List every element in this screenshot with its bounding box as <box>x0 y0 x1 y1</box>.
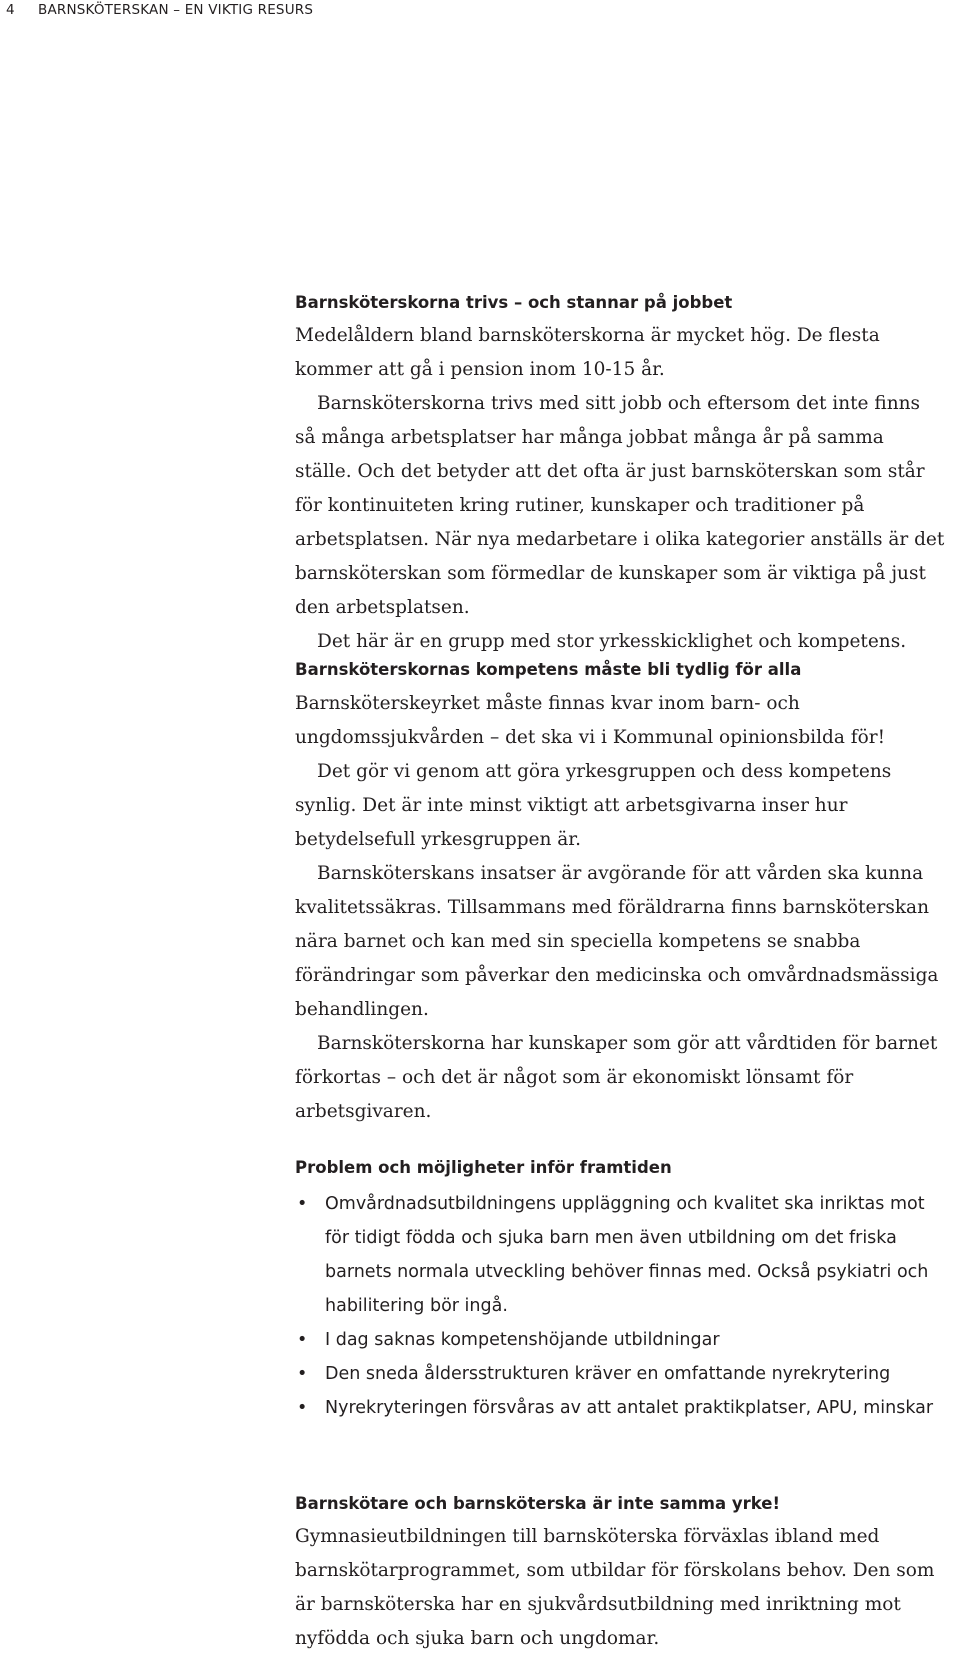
section-body <box>295 687 945 1129</box>
bullet-icon: • <box>297 1330 308 1350</box>
running-header <box>6 0 313 20</box>
paragraph: Gymnasieutbildningen till barnsköterska förväxlas ibland med barnskötarprogrammet, som utbildar för förskolans behov. Den som är barnsköterska har en sjukvårdsutbildning med inriktning mot nyfödda och sjuka barn och ungdomar. <box>295 1526 935 1649</box>
section-problem <box>295 1155 945 1425</box>
list-item <box>295 1391 945 1425</box>
list-item-text: Omvårdnadsutbildningens uppläggning och kvalitet ska inriktas mot för tidigt födda och sjuka barn men även utbildning om det friska barnets normala utveckling behöver finnas med. Också psykiatri och habilitering bör ingå. <box>325 1194 929 1316</box>
page-number: 4 <box>6 2 15 18</box>
paragraph: Det här är en grupp med stor yrkesskicklighet och kompetens. <box>317 631 907 652</box>
section-heading: Barnsköterskornas kompetens måste bli tydlig för alla <box>295 660 802 679</box>
bullet-icon: • <box>297 1194 308 1214</box>
running-title: BARNSKÖTERSKAN – EN VIKTIG RESURS <box>38 2 314 18</box>
list-item <box>295 1187 945 1323</box>
section-kompetens <box>295 657 945 1129</box>
bullet-list <box>295 1187 945 1425</box>
paragraph: Medelåldern bland barnsköterskorna är mycket hög. De flesta kommer att gå i pension inom 10-15 år. <box>295 325 880 380</box>
bullet-icon: • <box>297 1398 308 1418</box>
paragraph: Barnsköterskeyrket måste finnas kvar inom barn- och ungdomssjukvården – det ska vi i Kommunal opinionsbilda för! <box>295 693 886 748</box>
list-item <box>295 1357 945 1391</box>
list-item <box>295 1323 945 1357</box>
paragraph: Det gör vi genom att göra yrkesgruppen och dess kompetens synlig. Det är inte minst viktigt att arbetsgivarna inser hur betydelsefull yrkesgruppen är. <box>295 761 892 850</box>
section-heading: Barnsköterskorna trivs – och stannar på jobbet <box>295 293 733 312</box>
bullet-icon: • <box>297 1364 308 1384</box>
section-inte-samma-yrke <box>295 1491 945 1656</box>
section-trivs <box>295 290 945 659</box>
section-heading: Barnskötare och barnsköterska är inte samma yrke! <box>295 1494 780 1513</box>
section-heading: Problem och möjligheter inför framtiden <box>295 1158 672 1177</box>
paragraph: Barnsköterskorna har kunskaper som gör att vårdtiden för barnet förkortas – och det är något som är ekonomiskt lönsamt för arbetsgivaren. <box>295 1033 938 1122</box>
section-body <box>295 1520 945 1656</box>
list-item-text: Nyrekryteringen försvåras av att antalet praktikplatser, APU, minskar <box>325 1398 934 1418</box>
paragraph: Barnsköterskorna trivs med sitt jobb och eftersom det inte finns så många arbetsplatser har många jobbat många år på samma ställe. Och det betyder att det ofta är just barnsköterskan som står för kontinuiteten kring rutiner, kunskaper och traditioner på arbetsplatsen. När nya medarbetare i olika kategorier anställs är det barnsköterskan som förmedlar de kunskaper som är viktiga på just den arbetsplatsen. <box>295 393 945 618</box>
list-item-text: Den sneda åldersstrukturen kräver en omfattande nyrekrytering <box>325 1364 891 1384</box>
list-item-text: I dag saknas kompetenshöjande utbildningar <box>325 1330 720 1350</box>
section-body <box>295 319 945 659</box>
paragraph: Barnsköterskans insatser är avgörande för att vården ska kunna kvalitetssäkras. Tillsammans med föräldrarna finns barnsköterskan nära barnet och kan med sin speciella kompetens se snabba förändringar som påverkar den medicinska och omvårdnadsmässiga behandlingen. <box>295 863 939 1020</box>
